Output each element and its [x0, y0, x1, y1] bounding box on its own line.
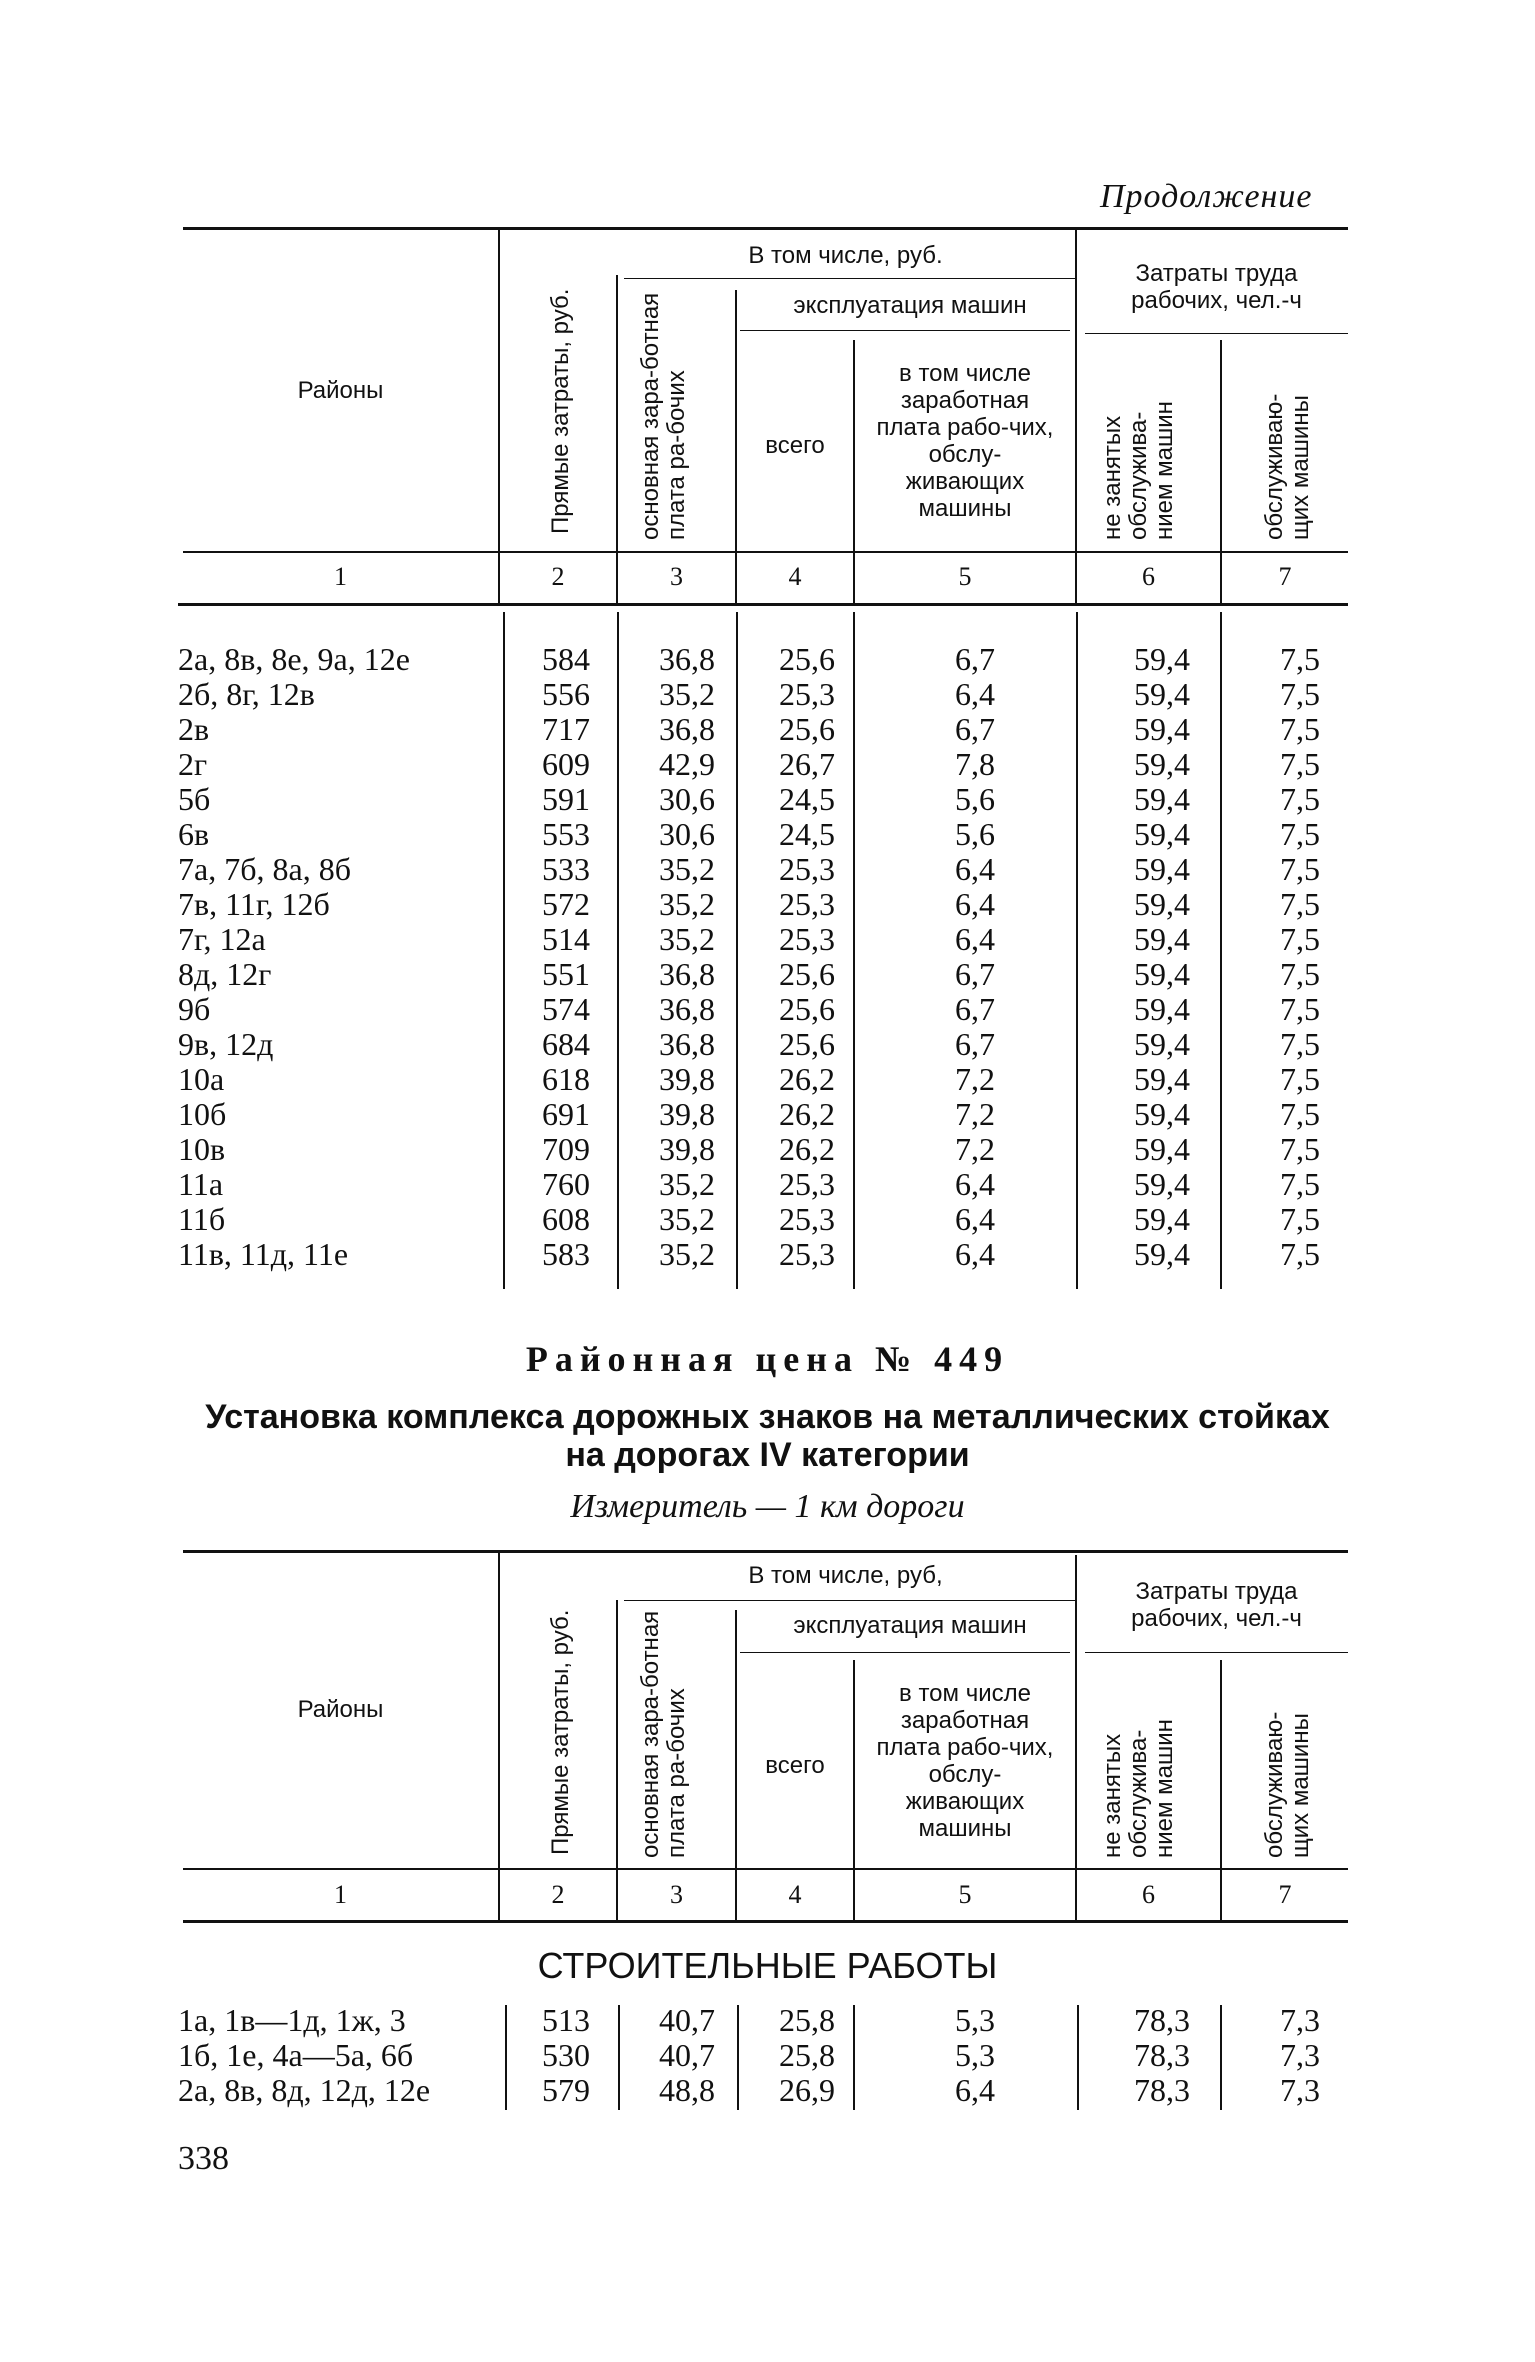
machine-operation-header: эксплуатация машин	[793, 292, 1027, 319]
value-cell: 553	[542, 816, 590, 852]
district-cell: 2г	[178, 746, 208, 782]
value-cell: 59,4	[1134, 921, 1190, 957]
value-cell: 36,8	[659, 991, 715, 1027]
colnum-2: 2	[551, 562, 565, 591]
value-cell: 59,4	[1134, 781, 1190, 817]
district-cell: 10б	[178, 1096, 227, 1132]
value-cell: 59,4	[1134, 1166, 1190, 1202]
servicing-header-2: обслуживаю-щих машины	[1261, 1711, 1314, 1858]
value-cell: 7,5	[1280, 921, 1320, 957]
direct-costs-header: Прямые затраты, руб.	[547, 288, 574, 534]
value-cell: 25,3	[779, 1166, 835, 1202]
value-cell: 25,6	[779, 1026, 835, 1062]
value-cell: 6,4	[955, 1166, 995, 1202]
meter-label: Измеритель — 1 км дороги	[570, 1488, 965, 1525]
value-cell: 5,3	[955, 2002, 995, 2038]
value-cell: 7,5	[1280, 746, 1320, 782]
district-cell: 2б, 8г, 12в	[178, 676, 315, 712]
value-cell: 5,3	[955, 2037, 995, 2073]
value-cell: 7,5	[1280, 1096, 1320, 1132]
value-cell: 40,7	[659, 2037, 715, 2073]
value-cell: 7,3	[1280, 2072, 1320, 2108]
colnum2-7: 7	[1278, 1880, 1292, 1909]
value-cell: 25,3	[779, 676, 835, 712]
value-cell: 556	[542, 676, 590, 712]
value-cell: 584	[542, 641, 590, 677]
value-cell: 39,8	[659, 1131, 715, 1167]
district-cell: 7а, 7б, 8а, 8б	[178, 851, 351, 887]
value-cell: 26,2	[779, 1096, 835, 1132]
value-cell: 7,3	[1280, 2002, 1320, 2038]
value-cell: 684	[542, 1026, 590, 1062]
district-cell: 5б	[178, 781, 211, 817]
value-cell: 7,5	[1280, 956, 1320, 992]
district-cell: 10а	[178, 1061, 225, 1097]
labor-header: Затраты труда рабочих, чел.-ч	[1131, 260, 1302, 314]
value-cell: 26,9	[779, 2072, 835, 2108]
value-cell: 7,5	[1280, 851, 1320, 887]
not-servicing-header: не занятых обслужива-нием машин	[1099, 401, 1178, 540]
value-cell: 25,6	[779, 711, 835, 747]
value-cell: 30,6	[659, 816, 715, 852]
district-cell: 11в, 11д, 11е	[178, 1236, 349, 1272]
value-cell: 7,5	[1280, 1131, 1320, 1167]
value-cell: 59,4	[1134, 956, 1190, 992]
value-cell: 7,5	[1280, 816, 1320, 852]
value-cell: 7,5	[1280, 641, 1320, 677]
value-cell: 25,3	[779, 1236, 835, 1272]
value-cell: 36,8	[659, 956, 715, 992]
value-cell: 760	[542, 1166, 590, 1202]
value-cell: 6,4	[955, 1201, 995, 1237]
colnum-6: 6	[1142, 562, 1155, 591]
value-cell: 7,5	[1280, 781, 1320, 817]
district-cell: 9в, 12д	[178, 1026, 274, 1062]
district-cell: 9б	[178, 991, 211, 1027]
district-cell: 7в, 11г, 12б	[178, 886, 330, 922]
colnum2-3: 3	[670, 1880, 683, 1909]
value-cell: 25,6	[779, 641, 835, 677]
district-cell: 1б, 1е, 4а—5а, 6б	[178, 2037, 414, 2073]
value-cell: 7,2	[955, 1096, 995, 1132]
value-cell: 39,8	[659, 1061, 715, 1097]
district-cell: 1а, 1в—1д, 1ж, 3	[178, 2002, 406, 2038]
not-servicing-header-2: не занятых обслужива-нием машин	[1099, 1719, 1178, 1858]
district-cell: 8д, 12г	[178, 956, 272, 992]
page-number: 338	[178, 2140, 229, 2177]
value-cell: 59,4	[1134, 1201, 1190, 1237]
including-header-2: В том числе, руб,	[748, 1562, 943, 1589]
district-cell: 2а, 8в, 8е, 9а, 12е	[178, 641, 410, 677]
value-cell: 7,5	[1280, 711, 1320, 747]
value-cell: 78,3	[1134, 2072, 1190, 2108]
price-subtitle	[0, 1398, 1535, 1474]
value-cell: 5,6	[955, 816, 995, 852]
value-cell: 7,5	[1280, 1201, 1320, 1237]
value-cell: 25,3	[779, 886, 835, 922]
labor-header-2: Затраты труда рабочих, чел.-ч	[1131, 1578, 1302, 1632]
base-wage-header: основная зара-ботная плата ра-бочих	[637, 292, 690, 540]
value-cell: 35,2	[659, 676, 715, 712]
machine-operation-header-2: эксплуатация машин	[793, 1612, 1027, 1639]
value-cell: 59,4	[1134, 1061, 1190, 1097]
value-cell: 6,7	[955, 1026, 995, 1062]
total-header-2: всего	[765, 1752, 825, 1779]
value-cell: 48,8	[659, 2072, 715, 2108]
value-cell: 717	[542, 711, 590, 747]
value-cell: 25,3	[779, 1201, 835, 1237]
value-cell: 59,4	[1134, 1236, 1190, 1272]
value-cell: 530	[542, 2037, 590, 2073]
colnum2-4: 4	[788, 1880, 802, 1909]
value-cell: 7,5	[1280, 886, 1320, 922]
value-cell: 609	[542, 746, 590, 782]
value-cell: 5,6	[955, 781, 995, 817]
value-cell: 59,4	[1134, 746, 1190, 782]
value-cell: 579	[542, 2072, 590, 2108]
direct-costs-header-2: Прямые затраты, руб.	[547, 1609, 574, 1855]
value-cell: 59,4	[1134, 991, 1190, 1027]
including-header: В том числе, руб.	[748, 242, 943, 269]
district-cell: 11а	[178, 1166, 224, 1202]
value-cell: 59,4	[1134, 1026, 1190, 1062]
value-cell: 78,3	[1134, 2037, 1190, 2073]
value-cell: 7,5	[1280, 1236, 1320, 1272]
value-cell: 583	[542, 1236, 590, 1272]
value-cell: 6,4	[955, 1236, 995, 1272]
value-cell: 533	[542, 851, 590, 887]
value-cell: 572	[542, 886, 590, 922]
colnum2-6: 6	[1142, 1880, 1155, 1909]
value-cell: 35,2	[659, 1166, 715, 1202]
value-cell: 78,3	[1134, 2002, 1190, 2038]
value-cell: 25,3	[779, 851, 835, 887]
value-cell: 6,7	[955, 956, 995, 992]
value-cell: 7,2	[955, 1131, 995, 1167]
value-cell: 59,4	[1134, 641, 1190, 677]
incl-wage-header-2: в том числе заработная плата рабо-чих, обслу-живающих машины	[876, 1680, 1054, 1842]
value-cell: 39,8	[659, 1096, 715, 1132]
value-cell: 35,2	[659, 921, 715, 957]
value-cell: 25,8	[779, 2002, 835, 2038]
value-cell: 35,2	[659, 886, 715, 922]
district-cell: 10в	[178, 1131, 226, 1167]
value-cell: 574	[542, 991, 590, 1027]
value-cell: 6,7	[955, 991, 995, 1027]
value-cell: 6,4	[955, 886, 995, 922]
value-cell: 691	[542, 1096, 590, 1132]
value-cell: 59,4	[1134, 886, 1190, 922]
value-cell: 618	[542, 1061, 590, 1097]
value-cell: 36,8	[659, 711, 715, 747]
colnum2-5: 5	[958, 1880, 972, 1909]
value-cell: 59,4	[1134, 1131, 1190, 1167]
value-cell: 26,2	[779, 1061, 835, 1097]
value-cell: 513	[542, 2002, 590, 2038]
value-cell: 7,8	[955, 746, 995, 782]
district-cell: 7г, 12а	[178, 921, 266, 957]
value-cell: 59,4	[1134, 711, 1190, 747]
value-cell: 7,3	[1280, 2037, 1320, 2073]
value-cell: 59,4	[1134, 1096, 1190, 1132]
value-cell: 7,5	[1280, 676, 1320, 712]
value-cell: 7,2	[955, 1061, 995, 1097]
value-cell: 26,2	[779, 1131, 835, 1167]
value-cell: 59,4	[1134, 676, 1190, 712]
colnum2-1: 1	[334, 1880, 347, 1909]
colnum-1: 1	[334, 562, 347, 591]
value-cell: 59,4	[1134, 816, 1190, 852]
total-header: всего	[765, 432, 825, 459]
colnum-5: 5	[958, 562, 972, 591]
value-cell: 7,5	[1280, 991, 1320, 1027]
base-wage-header-2: основная зара-ботная плата ра-бочих	[637, 1610, 690, 1858]
value-cell: 7,5	[1280, 1026, 1320, 1062]
district-cell: 2а, 8в, 8д, 12д, 12е	[178, 2072, 431, 2108]
continuation-label: Продолжение	[1100, 178, 1313, 215]
value-cell: 25,6	[779, 991, 835, 1027]
price-title: Районная цена № 449	[525, 1339, 1010, 1379]
value-cell: 35,2	[659, 851, 715, 887]
value-cell: 40,7	[659, 2002, 715, 2038]
value-cell: 59,4	[1134, 851, 1190, 887]
servicing-header: обслуживаю-щих машины	[1261, 393, 1314, 540]
value-cell: 551	[542, 956, 590, 992]
section-heading: СТРОИТЕЛЬНЫЕ РАБОТЫ	[537, 1945, 998, 1986]
value-cell: 24,5	[779, 781, 835, 817]
districts-header-2: Районы	[297, 1696, 384, 1723]
value-cell: 35,2	[659, 1236, 715, 1272]
value-cell: 6,7	[955, 711, 995, 747]
value-cell: 25,8	[779, 2037, 835, 2073]
value-cell: 42,9	[659, 746, 715, 782]
value-cell: 24,5	[779, 816, 835, 852]
value-cell: 6,7	[955, 641, 995, 677]
price-subtitle-line1: Установка комплекса дорожных знаков на металлических стойках	[205, 1398, 1330, 1436]
districts-header: Районы	[297, 377, 384, 404]
value-cell: 709	[542, 1131, 590, 1167]
district-cell: 11б	[178, 1201, 226, 1237]
incl-wage-header: в том числе заработная плата рабо-чих, обслу-живающих машины	[876, 360, 1054, 522]
district-cell: 2в	[178, 711, 210, 747]
value-cell: 514	[542, 921, 590, 957]
value-cell: 6,4	[955, 2072, 995, 2108]
value-cell: 35,2	[659, 1201, 715, 1237]
colnum2-2: 2	[551, 1880, 565, 1909]
value-cell: 25,3	[779, 921, 835, 957]
value-cell: 7,5	[1280, 1166, 1320, 1202]
price-subtitle-line2: на дорогах IV категории	[565, 1436, 970, 1474]
value-cell: 6,4	[955, 921, 995, 957]
district-cell: 6в	[178, 816, 210, 852]
value-cell: 26,7	[779, 746, 835, 782]
value-cell: 7,5	[1280, 1061, 1320, 1097]
colnum-7: 7	[1278, 562, 1292, 591]
colnum-4: 4	[788, 562, 802, 591]
value-cell: 36,8	[659, 1026, 715, 1062]
colnum-3: 3	[670, 562, 683, 591]
value-cell: 30,6	[659, 781, 715, 817]
value-cell: 608	[542, 1201, 590, 1237]
value-cell: 36,8	[659, 641, 715, 677]
value-cell: 25,6	[779, 956, 835, 992]
value-cell: 591	[542, 781, 590, 817]
value-cell: 6,4	[955, 851, 995, 887]
value-cell: 6,4	[955, 676, 995, 712]
